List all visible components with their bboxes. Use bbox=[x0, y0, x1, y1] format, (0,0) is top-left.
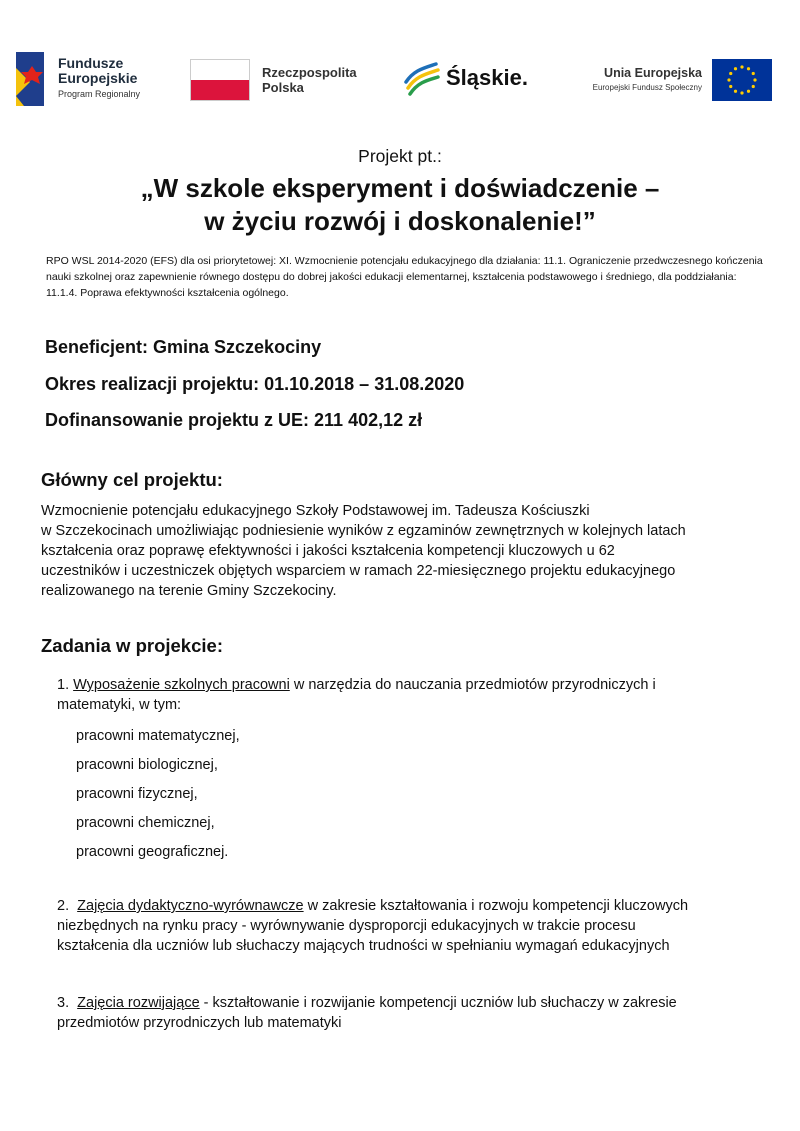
project-label: Projekt pt.: bbox=[358, 146, 442, 166]
poland-flag-icon bbox=[190, 59, 250, 101]
list-item: pracowni biologicznej, bbox=[76, 757, 218, 773]
fe-line1: Fundusze bbox=[58, 55, 124, 71]
task-2-line2: niezbędnych na rynku pracy - wyrównywanie dysproporcji edukacyjnych w trakcie procesu bbox=[57, 918, 636, 934]
eu-star bbox=[727, 78, 730, 81]
beneficjent: Beneficjent: Gmina Szczekociny bbox=[45, 337, 322, 357]
project-title-line2: w życiu rozwój i doskonalenie!” bbox=[204, 206, 596, 236]
fe-line2: Europejskie bbox=[58, 70, 138, 86]
rp-line1: Rzeczpospolita bbox=[262, 65, 357, 80]
list-item: pracowni fizycznej, bbox=[76, 786, 198, 802]
task-2-number: 2. bbox=[57, 898, 78, 914]
eu-star bbox=[740, 65, 743, 68]
task-3-rest: - kształtowanie i rozwijanie kompetencji uczniów lub słuchaczy w zakresie bbox=[199, 995, 677, 1011]
logo-slaskie bbox=[404, 60, 544, 100]
eu-star bbox=[753, 78, 756, 81]
ue-name: Unia Europejska bbox=[604, 66, 702, 80]
eu-star bbox=[752, 72, 755, 75]
task-1-rest: w narzędzia do nauczania przedmiotów przyrodniczych i bbox=[289, 677, 656, 693]
eu-star bbox=[740, 91, 743, 94]
list-item: pracowni chemicznej, bbox=[76, 815, 215, 831]
slaskie-name: Śląskie. bbox=[446, 65, 528, 90]
okres-realizacji: Okres realizacji projektu: 01.10.2018 – 31.08.2020 bbox=[45, 374, 465, 394]
task-2-line3: kształcenia dla uczniów lub słuchaczy mających trudności w spełnianiu wymagań edukacyjnych bbox=[57, 938, 670, 954]
goal-heading: Główny cel projektu: bbox=[41, 469, 223, 490]
eu-star bbox=[747, 67, 750, 70]
goal-line: w Szczekocinach umożliwiając podniesienie wyników z egzaminów zewnętrznych w kolejnych latach bbox=[41, 523, 686, 539]
list-item: pracowni matematycznej, bbox=[76, 728, 240, 744]
task-2 bbox=[57, 896, 787, 956]
goal-line: Wzmocnienie potencjału edukacyjnego Szkoły Podstawowej im. Tadeusza Kościuszki bbox=[41, 503, 590, 519]
dofinansowanie: Dofinansowanie projektu z UE: 211 402,12 zł bbox=[45, 410, 423, 430]
task-1-title: Wyposażenie szkolnych pracowni bbox=[73, 677, 290, 693]
ue-sub: Europejski Fundusz Społeczny bbox=[592, 83, 702, 92]
task-1-list bbox=[76, 722, 240, 867]
task-3-number: 3. bbox=[57, 995, 78, 1011]
fe-sub: Program Regionalny bbox=[58, 89, 141, 99]
eu-star bbox=[729, 72, 732, 75]
eu-star bbox=[734, 90, 737, 93]
eu-star bbox=[752, 85, 755, 88]
task-3-line2: przedmiotów przyrodniczych lub matematyki bbox=[57, 1015, 342, 1031]
rp-line2: Polska bbox=[262, 80, 304, 95]
fe-star-icon bbox=[14, 50, 52, 108]
logo-fundusze-europejskie bbox=[14, 50, 174, 110]
eu-star bbox=[747, 90, 750, 93]
eu-star bbox=[734, 67, 737, 70]
task-3-title: Zajęcia rozwijające bbox=[77, 995, 200, 1011]
task-3 bbox=[57, 993, 787, 1033]
task-2-title: Zajęcia dydaktyczno-wyrównawcze bbox=[77, 898, 304, 914]
project-title-line1: „W szkole eksperyment i doświadczenie – bbox=[140, 173, 660, 203]
logo-unia-europejska bbox=[580, 59, 775, 103]
task-2-rest: w zakresie kształtowania i rozwoju kompetencji kluczowych bbox=[303, 898, 689, 914]
rpo-description: RPO WSL 2014-2020 (EFS) dla osi priorytetowej: XI. Wzmocnienie potencjału edukacyjnego dla działania: 11.1. Ograniczenie przedwczesnego kończenia nauki szkolnej oraz zapewnienie równego dostępu do dobrej jakości edukacji elementarnej, kształcenia podstawowego i średniego, dla poddziałania: 11.1.4. Poprawa efektywności kształcenia ogólnego. bbox=[46, 255, 763, 299]
project-title bbox=[0, 172, 800, 238]
eu-flag-icon bbox=[712, 59, 772, 101]
task-1 bbox=[57, 675, 777, 715]
list-item: pracowni geograficznej. bbox=[76, 844, 229, 860]
task-1-number: 1. bbox=[57, 677, 74, 693]
goal-line: uczestników i uczestniczek objętych wsparciem w ramach 22-miesięcznego projektu edukacyjnego bbox=[41, 563, 676, 579]
goal-line: realizowanego na terenie Gminy Szczekociny. bbox=[41, 583, 337, 599]
eu-star bbox=[729, 85, 732, 88]
tasks-heading: Zadania w projekcie: bbox=[41, 635, 223, 656]
task-1-line2: matematyki, w tym: bbox=[57, 697, 182, 713]
logo-rzeczpospolita-polska bbox=[190, 59, 370, 101]
slaskie-waves-icon bbox=[404, 62, 440, 96]
goal-text bbox=[41, 501, 771, 601]
goal-line: kształcenia oraz poprawę efektywności i jakości kształcenia kompetencji kluczowych u 62 bbox=[41, 543, 615, 559]
